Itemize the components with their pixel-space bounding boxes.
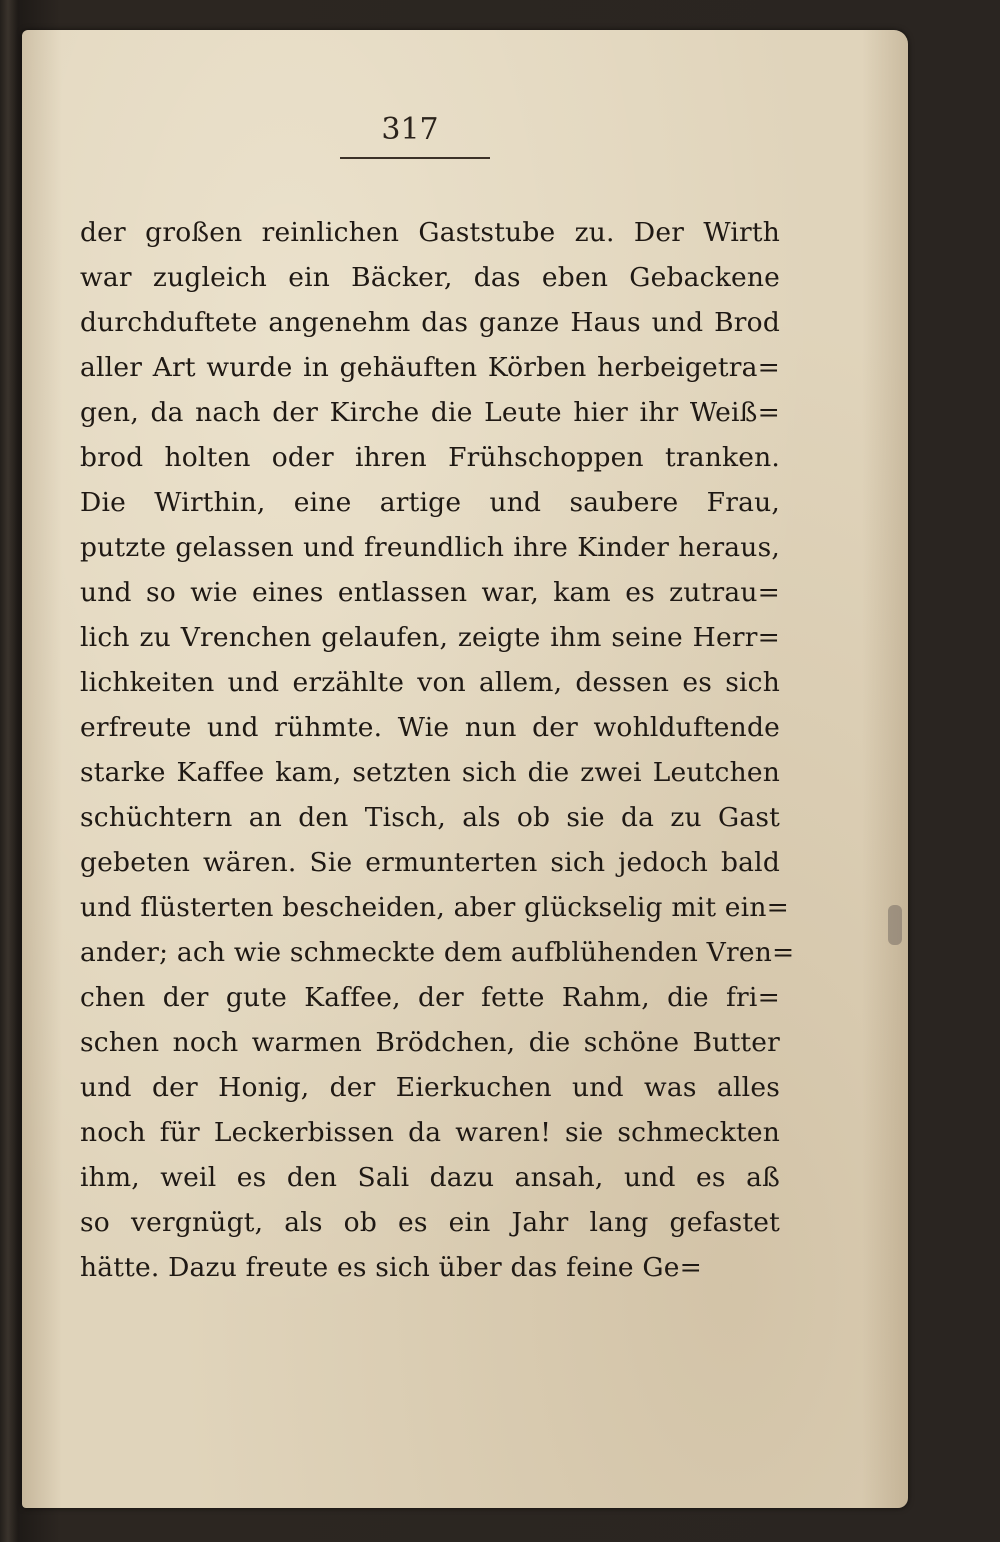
- text-line: ander; ach wie schmeckte dem aufblühenden Vren=: [80, 937, 795, 968]
- text-line: Die Wirthin, eine artige und saubere Frau,: [80, 487, 780, 518]
- text-line: und so wie eines entlassen war, kam es zutrau=: [80, 577, 780, 608]
- page-number-rule: [340, 157, 490, 159]
- text-line: gen, da nach der Kirche die Leute hier ihr Weiß=: [80, 397, 780, 428]
- text-line: so vergnügt, als ob es ein Jahr lang gefastet: [80, 1207, 780, 1238]
- body-text: [80, 210, 795, 1290]
- text-line: putzte gelassen und freundlich ihre Kinder heraus,: [80, 532, 780, 563]
- text-line: erfreute und rühmte. Wie nun der wohlduftende: [80, 712, 780, 743]
- text-line: ihm, weil es den Sali dazu ansah, und es aß: [80, 1162, 780, 1193]
- text-line: chen der gute Kaffee, der fette Rahm, die fri=: [80, 982, 780, 1013]
- page-edge-mark: [888, 905, 902, 945]
- text-line: brod holten oder ihren Frühschoppen tranken.: [80, 442, 780, 473]
- text-line: aller Art wurde in gehäuften Körben herbeigetra=: [80, 352, 780, 383]
- text-line: schen noch warmen Brödchen, die schöne Butter: [80, 1027, 780, 1058]
- text-line: war zugleich ein Bäcker, das eben Gebackene: [80, 262, 780, 293]
- book-page: [22, 30, 908, 1508]
- text-line: gebeten wären. Sie ermunterten sich jedoch bald: [80, 847, 780, 878]
- text-line: lichkeiten und erzählte von allem, dessen es sich: [80, 667, 780, 698]
- text-line: und flüsterten bescheiden, aber glückselig mit ein=: [80, 892, 790, 923]
- text-line: noch für Leckerbissen da waren! sie schmeckten: [80, 1117, 780, 1148]
- text-line: der großen reinlichen Gaststube zu. Der Wirth: [80, 217, 780, 248]
- text-line: schüchtern an den Tisch, als ob sie da zu Gast: [80, 802, 780, 833]
- text-line: durchduftete angenehm das ganze Haus und Brod: [80, 307, 780, 338]
- text-line: und der Honig, der Eierkuchen und was alles: [80, 1072, 780, 1103]
- page-number: 317: [381, 112, 439, 147]
- text-line: starke Kaffee kam, setzten sich die zwei Leutchen: [80, 757, 780, 788]
- text-line: lich zu Vrenchen gelaufen, zeigte ihm seine Herr=: [80, 622, 780, 653]
- text-line: hätte. Dazu freute es sich über das feine Ge=: [80, 1252, 703, 1283]
